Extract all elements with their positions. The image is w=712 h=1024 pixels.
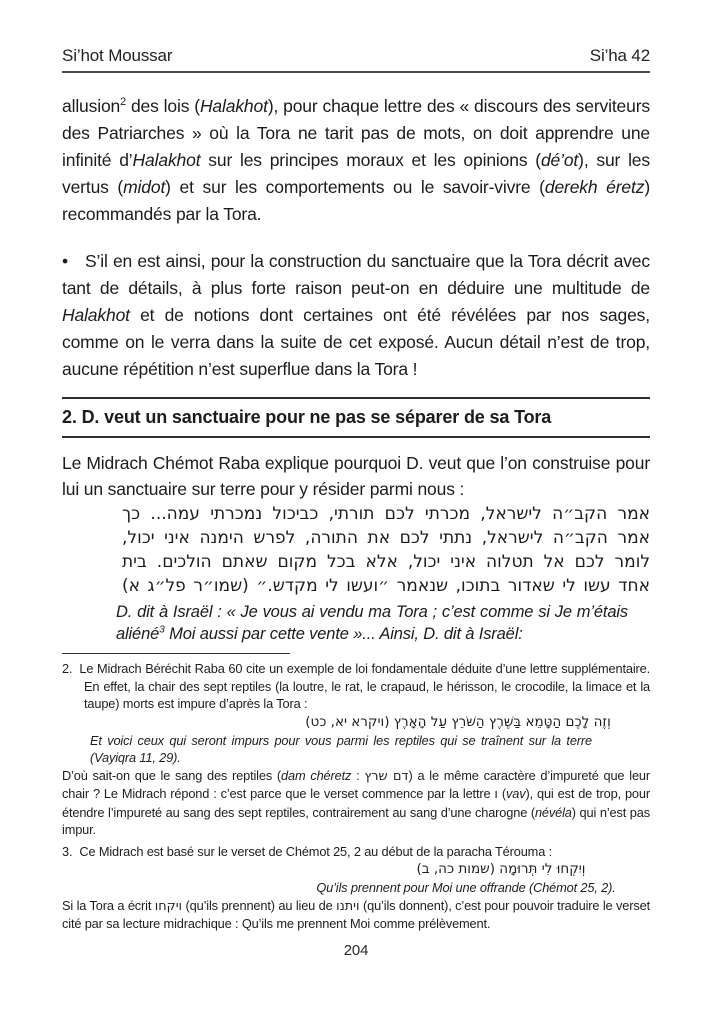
footnote-2 [62, 660, 650, 839]
footnote-3-verse-translation: Qu’ils prennent pour Moi une offrande (Chémot 25, 2). [316, 880, 616, 895]
page-number: 204 [343, 941, 369, 959]
bullet-marker: • [62, 251, 68, 271]
running-header-title: Si’hot Moussar [62, 46, 173, 65]
footnote-2-hebrew-verse: וְזֶה לָכֶם הַטָּמֵא בַּשֶּׁרֶץ הַשֹּׁרֵץ עַל הָאָרֶץ (ויקרא יא, כט) [305, 713, 611, 730]
running-header [62, 46, 650, 66]
footnotes-section [62, 660, 650, 933]
footnote-3-hebrew-verse: וְיִקְחוּ לִי תְּרוּמָה (שמות כה, ב) [416, 861, 586, 877]
footnote-separator-rule [62, 653, 290, 654]
footnote-2-continuation: D’où sait-on que le sang des reptiles (dam chéretz : דם שרץ) a le même caractère d’impureté que leur chair ? Le Midrach répond : c’est parce que le verset commence par la lettre ו (vav), qui est de trop, pour étendre l’impureté au sang des sept reptiles, contrairement au sang d’une charogne (névéla) qui n’est pas impur. [62, 767, 650, 837]
hebrew-quote-block: אמר הקב״ה לישראל, מכרתי לכם תורתי, כביכול נמכרתי עמה... כך אמר הקב״ה לישראל, נתתי לכם את התורה, לפרש הימנה איני יכול, לומר לכם אל תטלוה איני יכול, אלא בכל מקום שאתם הולכים. בית אחד עשו לי שאדור בתוכו, שנאמר ״ועשו לי מקדש.״ (שמו״ר פל״ג א) [122, 504, 650, 596]
footnote-3 [62, 843, 650, 933]
running-header-chapter: Si’ha 42 [589, 46, 650, 65]
footnote-2-number: 2. [62, 661, 73, 676]
footnote-2-text [62, 660, 650, 713]
footnote-3-body: Ce Midrach est basé sur le verset de Chémot 25, 2 au début de la paracha Térouma : [79, 843, 552, 859]
section-heading: 2. D. veut un sanctuaire pour ne pas se séparer de sa Tora [62, 397, 650, 438]
quote-translation: D. dit à Israël : « Je vous ai vendu ma Tora ; c’est comme si Je m’étais aliéné$^3$ Moi aussi par cette vente »... Ainsi, D. dit à Israël: [116, 603, 628, 643]
header-rule [62, 71, 650, 73]
paragraph-sanctuaire-text: S’il en est ainsi, pour la construction du sanctuaire que la Tora décrit avec tant de détails, à plus forte raison peut-on en déduire une multitude de Halakhot et de notions dont certaines ont été révélées par nos sages, comme on le verra dans la suite de cet exposé. Aucun détail n’est de trop, aucune répétition n’est superflue dans la Tora ! [62, 251, 650, 379]
footnote-2-body: Le Midrach Béréchit Raba 60 cite un exemple de loi fondamentale déduite d’une lettre supplémentaire. En effet, la chair des sept reptiles (la loutre, le rat, le crapaud, le hérisson, le crocodile, la limace et la taupe) morts est impure d’après la Tora : [79, 661, 650, 711]
footnote-3-text [62, 843, 650, 861]
paragraph-allusion: allusion$^2$ des lois (Halakhot), pour chaque lettre des « discours des serviteurs des Patriarches » où la Tora ne tarit pas de mots, on doit apprendre une infinité d’Halakhot sur les principes moraux et les opinions (dé’ot), sur les vertus (midot) et sur les comportements ou le savoir-vivre (derekh éretz) recommandés par la Tora. [62, 96, 650, 224]
footnote-3-number: 3. [62, 843, 73, 859]
footnote-2-verse-translation: Et voici ceux qui seront impurs pour vous parmi les reptiles qui se traînent sur la terre (Vayiqra 11, 29). [90, 732, 592, 765]
paragraph-midrach-intro: Le Midrach Chémot Raba explique pourquoi D. veut que l’on construise pour lui un sanctuaire sur terre pour y résider parmi nous : [62, 453, 650, 499]
paragraph-sanctuaire [62, 248, 650, 383]
footnote-3-continuation: Si la Tora a écrit ויקחו (qu’ils prennent) au lieu de ויתנו (qu’ils donnent), c’est pour pouvoir traduire le verset cité par sa lecture midrachique : Qu’ils me prennent Moi comme prélèvement. [62, 897, 650, 931]
